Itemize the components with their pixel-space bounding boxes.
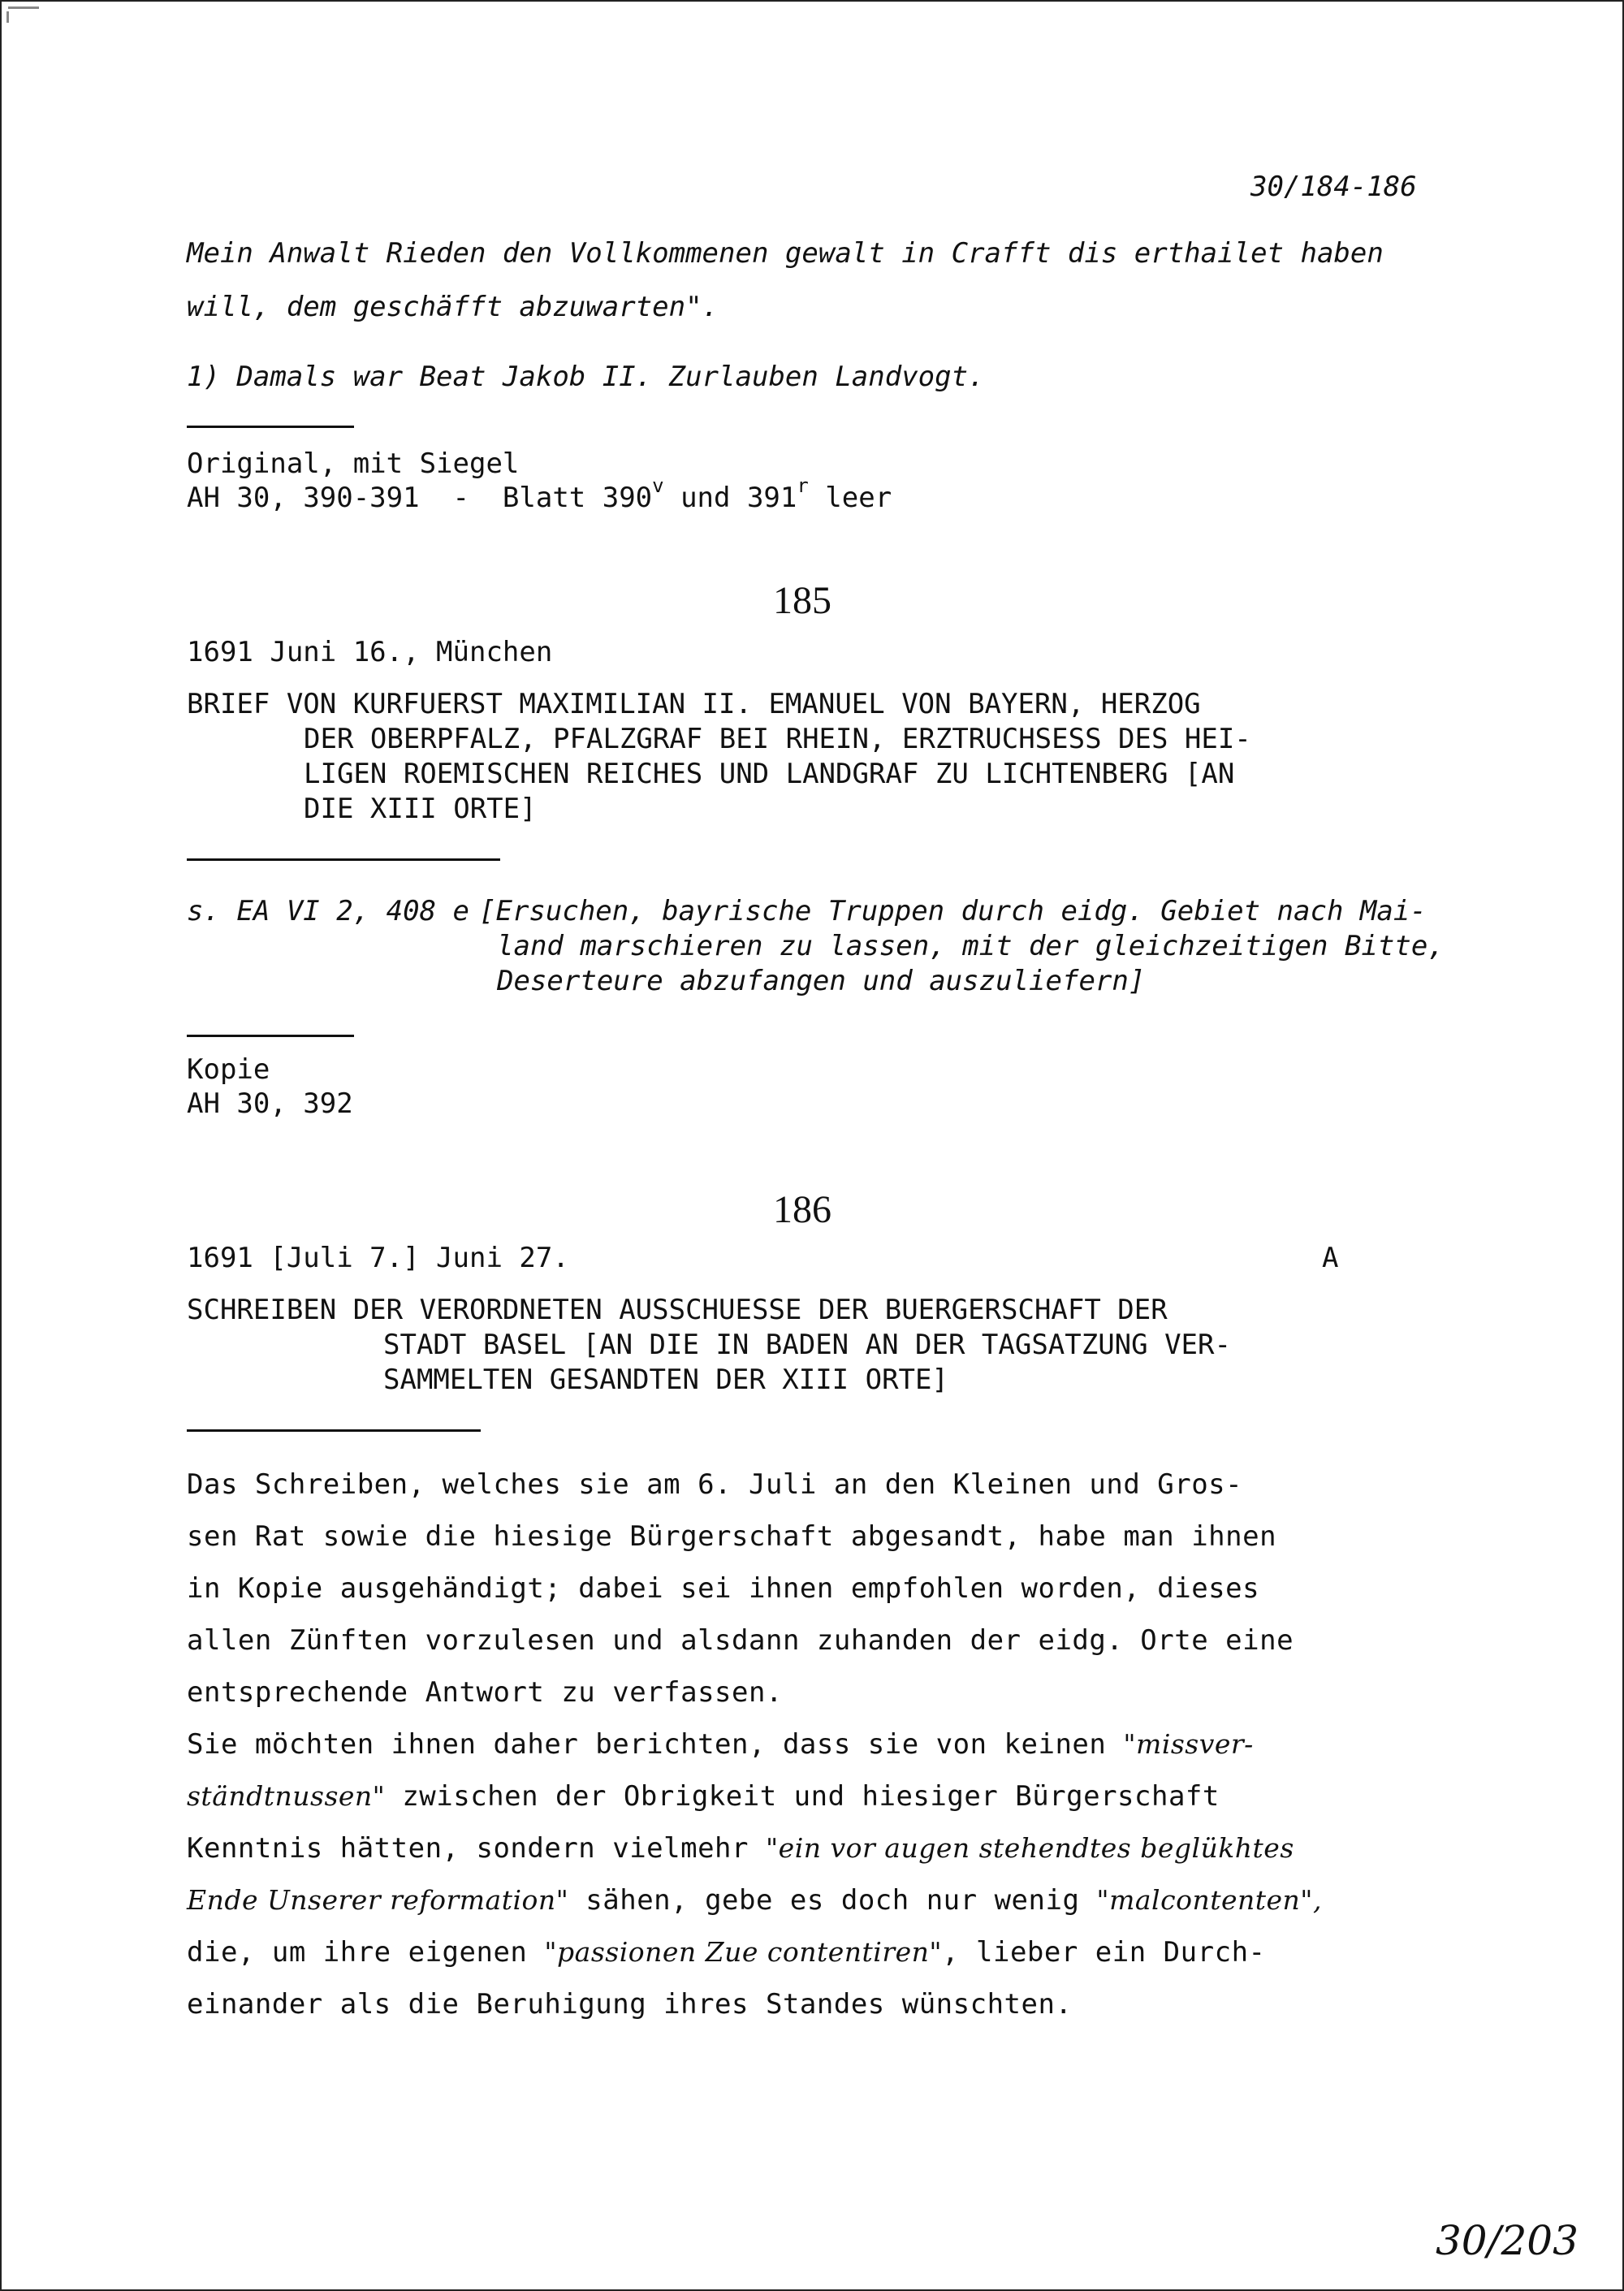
doc186-date: 1691 [Juli 7.] Juni 27. [187,1242,569,1274]
scan-mark-2 [6,11,9,23]
divider [187,858,500,861]
body-text-run: zwischen der Obrigkeit und hiesiger Bürgerschaft [385,1780,1220,1813]
source-ref-part-c: leer [808,482,892,514]
divider [187,1429,481,1432]
handwritten-page-number: 30/203 [1436,2217,1579,2264]
body-line: Das Schreiben, welches sie am 6. Juli an den Kleinen und Gros- [187,1468,1243,1501]
quote-line-1: Mein Anwalt Rieden den Vollkommenen gewalt in Crafft dis erthailet haben [187,237,1384,270]
superscript-r: r [797,474,809,497]
doc185-date: 1691 Juni 16., München [187,636,553,668]
footnote: 1) Damals war Beat Jakob II. Zurlauben Landvogt. [187,361,985,393]
body-text-run: Kenntnis hätten, sondern vielmehr [187,1832,766,1865]
doc186-title-line-2: STADT BASEL [AN DIE IN BADEN AN DER TAGSATZUNG VER- [383,1329,1231,1361]
body-line [187,1936,1266,1969]
ea-summary-line-1: [Ersuchen, bayrische Truppen durch eidg. Gebiet nach Mai- [479,895,1427,927]
divider [187,1035,354,1037]
quote-line-2: will, dem geschäfft abzuwarten". [187,291,719,323]
body-line: einander als die Beruhigung ihres Standes wünschten. [187,1988,1073,2021]
body-line: entsprechende Antwort zu verfassen. [187,1676,783,1709]
body-line [187,1832,1294,1865]
body-line: in Kopie ausgehändigt; dabei sei ihnen empfohlen worden, dieses [187,1572,1260,1605]
document-number-185: 185 [773,579,831,622]
quoted-text: ständtnussen" [187,1780,386,1812]
doc185-title-line-4: DIE XIII ORTE] [304,793,537,825]
source-ref-part-a: AH 30, 390-391 - Blatt 390 [187,482,653,514]
divider [187,426,354,428]
body-text-run: die, um ihre eigenen [187,1936,545,1969]
body-line [187,1780,1220,1813]
body-line: allen Zünften vorzulesen und alsdann zuhanden der eidg. Orte eine [187,1624,1294,1657]
source-type: Original, mit Siegel [187,447,520,480]
doc186-title-line-3: SAMMELTEN GESANDTEN DER XIII ORTE] [383,1364,948,1396]
source-ref-part-b: und 391 [663,482,797,514]
body-text-run: Sie möchten ihnen daher berichten, dass sie von keinen [187,1728,1124,1761]
scan-mark [8,6,39,9]
doc186-title-line-1: SCHREIBEN DER VERORDNETEN AUSSCHUESSE DER BUERGERSCHAFT DER [187,1294,1168,1326]
doc185-source-type: Kopie [187,1053,270,1086]
body-line [187,1884,1322,1917]
body-text-run: , lieber ein Durch- [942,1936,1266,1969]
superscript-v: v [652,474,664,497]
quoted-text: "malcontenten", [1096,1884,1322,1916]
quoted-text: "ein vor augen stehendtes beglükhtes [765,1832,1294,1864]
doc186-marker: A [1322,1242,1339,1274]
quoted-text: Ende Unserer reformation" [187,1884,569,1916]
source-reference [187,474,892,518]
quoted-text: "passionen Zue contentiren" [544,1936,943,1968]
doc185-source-reference: AH 30, 392 [187,1087,353,1120]
ea-reference-prefix: s. EA VI 2, 408 e [187,895,486,927]
body-line [187,1728,1254,1761]
quoted-text: "missver- [1123,1728,1254,1760]
ea-summary-line-3: Deserteure abzufangen und auszuliefern] [497,965,1146,997]
body-text-run: sähen, gebe es doch nur wenig [568,1884,1097,1917]
doc185-title-line-1: BRIEF VON KURFUERST MAXIMILIAN II. EMANUEL VON BAYERN, HERZOG [187,688,1201,720]
doc185-title-line-3: LIGEN ROEMISCHEN REICHES UND LANDGRAF ZU LICHTENBERG [AN [304,758,1235,790]
document-number-186: 186 [773,1188,831,1231]
doc185-title-line-2: DER OBERPFALZ, PFALZGRAF BEI RHEIN, ERZTRUCHSESS DES HEI- [304,723,1251,755]
body-line: sen Rat sowie die hiesige Bürgerschaft abgesandt, habe man ihnen [187,1520,1277,1553]
page-reference: 30/184-186 [1250,171,1417,203]
ea-summary-line-2: land marschieren zu lassen, mit der gleichzeitigen Bitte, [497,930,1445,962]
body-paragraph-1 [187,1459,1322,2030]
